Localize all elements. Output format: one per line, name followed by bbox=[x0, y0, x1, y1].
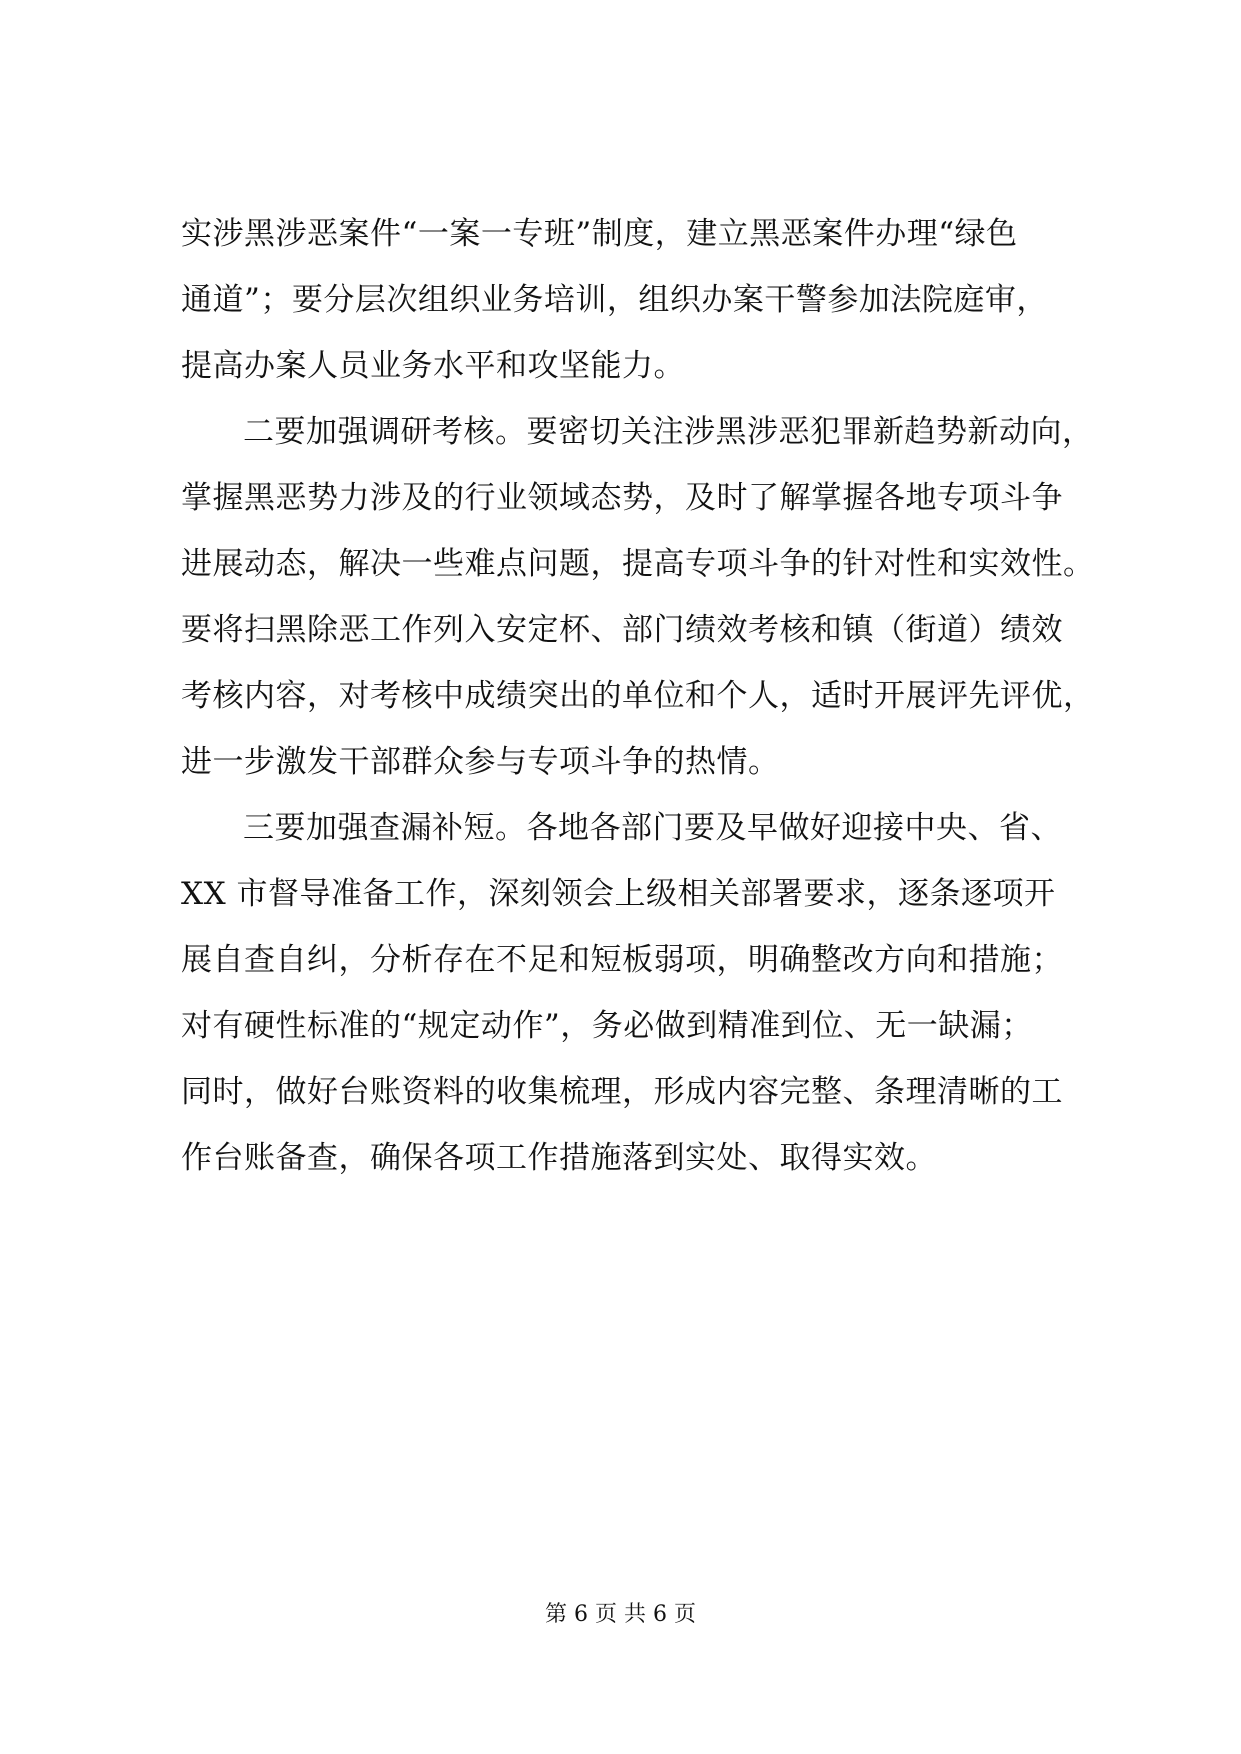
paragraph-2-first-line: 二要加强调研考核。要密切关注涉黑涉恶犯罪新趋势新动向， bbox=[243, 414, 1094, 450]
body-line: XX 市督导准备工作，深刻领会上级相关部署要求，逐条逐项开 bbox=[181, 876, 1056, 912]
body-line: 进一步激发干部群众参与专项斗争的热情。 bbox=[181, 744, 780, 780]
body-line: 进展动态，解决一些难点问题，提高专项斗争的针对性和实效性。 bbox=[181, 546, 1095, 582]
body-line: 对有硬性标准的“规定动作”，务必做到精准到位、无一缺漏； bbox=[181, 1008, 1033, 1044]
body-line: 展自查自纠，分析存在不足和短板弱项，明确整改方向和措施； bbox=[181, 942, 1063, 978]
body-line: 提高办案人员业务水平和攻坚能力。 bbox=[181, 348, 685, 384]
body-line: 作台账备查，确保各项工作措施落到实处、取得实效。 bbox=[181, 1140, 937, 1176]
body-line: 通道”；要分层次组织业务培训，组织办案干警参加法院庭审， bbox=[181, 282, 1048, 318]
body-line: 要将扫黑除恶工作列入安定杯、部门绩效考核和镇（街道）绩效 bbox=[181, 612, 1063, 648]
body-line: 考核内容，对考核中成绩突出的单位和个人，适时开展评先评优， bbox=[181, 678, 1095, 714]
body-line: 同时，做好台账资料的收集梳理，形成内容完整、条理清晰的工 bbox=[181, 1074, 1063, 1110]
page-number-footer: 第 6 页 共 6 页 bbox=[545, 1602, 696, 1627]
body-line: 实涉黑涉恶案件“一案一专班”制度，建立黑恶案件办理“绿色 bbox=[181, 216, 1018, 252]
body-line: 掌握黑恶势力涉及的行业领域态势，及时了解掌握各地专项斗争 bbox=[181, 480, 1063, 516]
paragraph-3-first-line: 三要加强查漏补短。各地各部门要及早做好迎接中央、省、 bbox=[243, 810, 1062, 846]
